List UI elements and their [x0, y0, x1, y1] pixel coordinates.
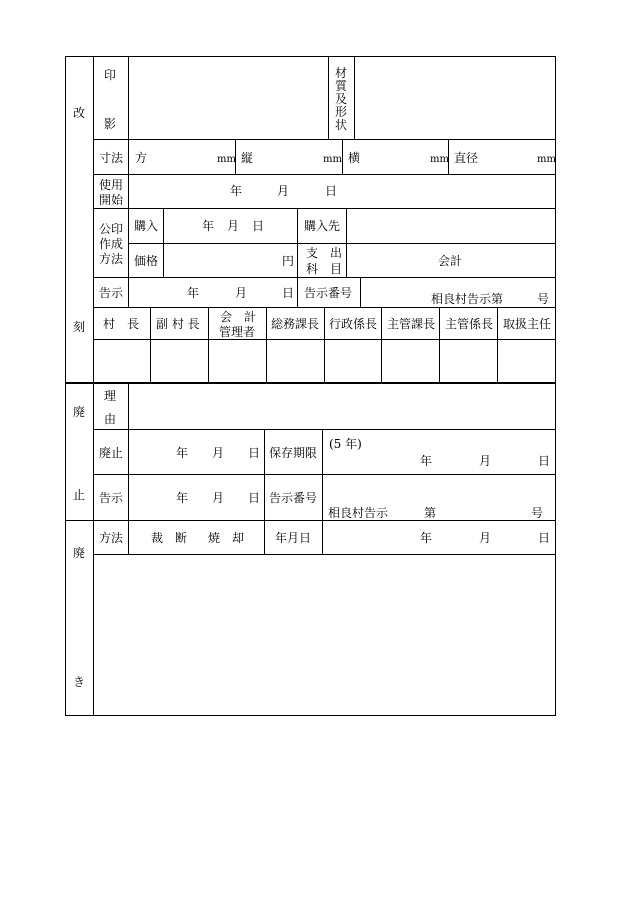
section-label-haishi-1: 廃	[73, 405, 86, 419]
disposal-month: 月	[479, 531, 492, 545]
retention-year: 年	[420, 454, 433, 468]
price-label: 価格	[134, 254, 159, 268]
approval-header-admin-subchief: 行政係長	[329, 317, 378, 331]
section-divider	[65, 382, 556, 384]
approval-header-dept-chief: 主管課長	[387, 317, 436, 331]
purchase-day: 日	[252, 219, 265, 233]
section-label-kaikoku-1: 改	[73, 106, 86, 120]
notice-number-label: 告示番号	[304, 286, 353, 300]
abolish-notice-number-prefix: 相良村告示	[328, 506, 389, 520]
approval-header-accountant-2: 管理者	[219, 325, 256, 339]
size-label: 寸法	[99, 151, 124, 165]
approval-header-handler: 取扱主任	[503, 317, 552, 331]
approval-stamp-box[interactable]	[498, 340, 555, 382]
approval-header-mayor: 村 長	[103, 317, 140, 331]
row-line	[128, 243, 556, 244]
col-line	[297, 208, 298, 308]
size-diameter-unit: mm	[537, 154, 556, 165]
retention-month: 月	[479, 454, 492, 468]
supplier-label: 購入先	[304, 219, 341, 233]
section-label-haishi-2: 止	[73, 488, 86, 502]
price-yen: 円	[282, 254, 295, 268]
col-line	[264, 520, 265, 555]
notice-number-suffix: 号	[537, 292, 550, 306]
approval-header-deputy-mayor: 副 村 長	[156, 317, 200, 331]
abolish-year: 年	[176, 446, 189, 460]
expense-label-1: 支 出	[306, 246, 343, 260]
size-vertical-unit: mm	[323, 154, 342, 165]
disposal-year: 年	[420, 531, 433, 545]
use-start-year: 年	[230, 184, 243, 198]
notice-label: 告示	[99, 286, 124, 300]
retention-period: (5 年)	[329, 437, 362, 451]
notice-month: 月	[235, 286, 248, 300]
size-square-label: 方	[135, 151, 148, 165]
material-shape-box[interactable]	[356, 58, 553, 138]
row-line	[93, 429, 556, 430]
disposal-burn-option[interactable]: 焼 却	[208, 531, 245, 545]
notice-number-prefix: 相良村告示第	[431, 292, 504, 306]
seal-impression-box[interactable]	[130, 58, 326, 138]
size-vertical-label: 縦	[241, 151, 254, 165]
creation-label-3: 方法	[99, 252, 124, 266]
approval-stamp-box[interactable]	[382, 340, 439, 382]
approval-stamp-box[interactable]	[94, 340, 150, 382]
disposal-method-label: 方法	[99, 531, 124, 545]
use-start-label-2: 開始	[99, 193, 124, 207]
use-start-day: 日	[325, 184, 338, 198]
abolish-label: 廃止	[99, 446, 124, 460]
size-horizontal-label: 横	[348, 151, 361, 165]
material-shape-label: 材質及形状	[335, 66, 348, 132]
section-divider	[65, 520, 556, 521]
size-diameter-label: 直径	[454, 151, 479, 165]
purchase-month: 月	[227, 219, 240, 233]
abolish-month: 月	[212, 446, 225, 460]
disposal-notes-box[interactable]	[95, 556, 554, 714]
purchase-year: 年	[202, 219, 215, 233]
col-line	[322, 429, 323, 521]
disposal-date-label: 年月日	[275, 531, 312, 545]
frame-bottom	[65, 715, 556, 716]
use-start-label-1: 使用	[99, 178, 124, 192]
reason-label-1: 理	[104, 389, 117, 403]
col-line	[163, 208, 164, 278]
col-line	[328, 56, 329, 140]
approval-stamp-box[interactable]	[440, 340, 497, 382]
col-line	[128, 520, 129, 555]
abolish-day: 日	[248, 446, 261, 460]
disposal-day: 日	[538, 531, 551, 545]
row-line	[93, 139, 556, 140]
approval-header-dept-subchief: 主管係長	[445, 317, 494, 331]
reason-label-2: 由	[104, 412, 117, 426]
frame-top	[65, 56, 556, 57]
abolish-notice-number-label: 告示番号	[269, 491, 318, 505]
col-line	[346, 208, 347, 278]
notice-year: 年	[187, 286, 200, 300]
account-label: 会計	[438, 254, 463, 268]
section-label-haiki-2: き	[73, 675, 86, 689]
row-line	[93, 174, 556, 175]
abolish-notice-year: 年	[176, 491, 189, 505]
use-start-month: 月	[277, 184, 290, 198]
row-line	[93, 474, 556, 475]
col-line	[342, 139, 343, 175]
retention-label: 保存期限	[269, 446, 318, 460]
reason-box[interactable]	[130, 385, 554, 428]
approval-stamp-box[interactable]	[151, 340, 208, 382]
seal-impression-label-1: 印	[104, 68, 117, 82]
approval-header-general-affairs-chief: 総務課長	[271, 317, 320, 331]
col-line	[264, 429, 265, 521]
notice-day: 日	[282, 286, 295, 300]
col-line	[128, 383, 129, 521]
col-line	[322, 520, 323, 555]
expense-label-2: 科 目	[306, 262, 343, 276]
size-square-unit: mm	[217, 154, 236, 165]
retention-day: 日	[538, 454, 551, 468]
abolish-notice-number-suffix: 号	[531, 506, 544, 520]
section-label-haiki-1: 廃	[73, 546, 86, 560]
size-horizontal-unit: mm	[430, 154, 449, 165]
col-line	[354, 56, 355, 140]
creation-label-2: 作成	[99, 237, 124, 251]
abolish-notice-label: 告示	[99, 491, 124, 505]
section-column-divider	[93, 56, 94, 716]
approval-stamp-box[interactable]	[209, 340, 266, 382]
frame-left	[65, 56, 66, 716]
purchase-label: 購入	[134, 219, 159, 233]
approval-stamp-box[interactable]	[325, 340, 381, 382]
approval-header-accountant-1: 会 計	[220, 310, 257, 324]
section-label-kaikoku-2: 刻	[73, 320, 86, 334]
abolish-notice-month: 月	[212, 491, 225, 505]
col-line	[128, 56, 129, 307]
abolish-notice-day: 日	[248, 491, 261, 505]
row-line	[93, 554, 556, 555]
seal-impression-label-2: 影	[104, 117, 117, 131]
disposal-cut-option[interactable]: 裁 断	[151, 531, 188, 545]
col-line	[360, 277, 361, 308]
abolish-notice-number-mid: 第	[424, 506, 437, 520]
creation-label-1: 公印	[99, 222, 124, 236]
approval-stamp-box[interactable]	[267, 340, 324, 382]
